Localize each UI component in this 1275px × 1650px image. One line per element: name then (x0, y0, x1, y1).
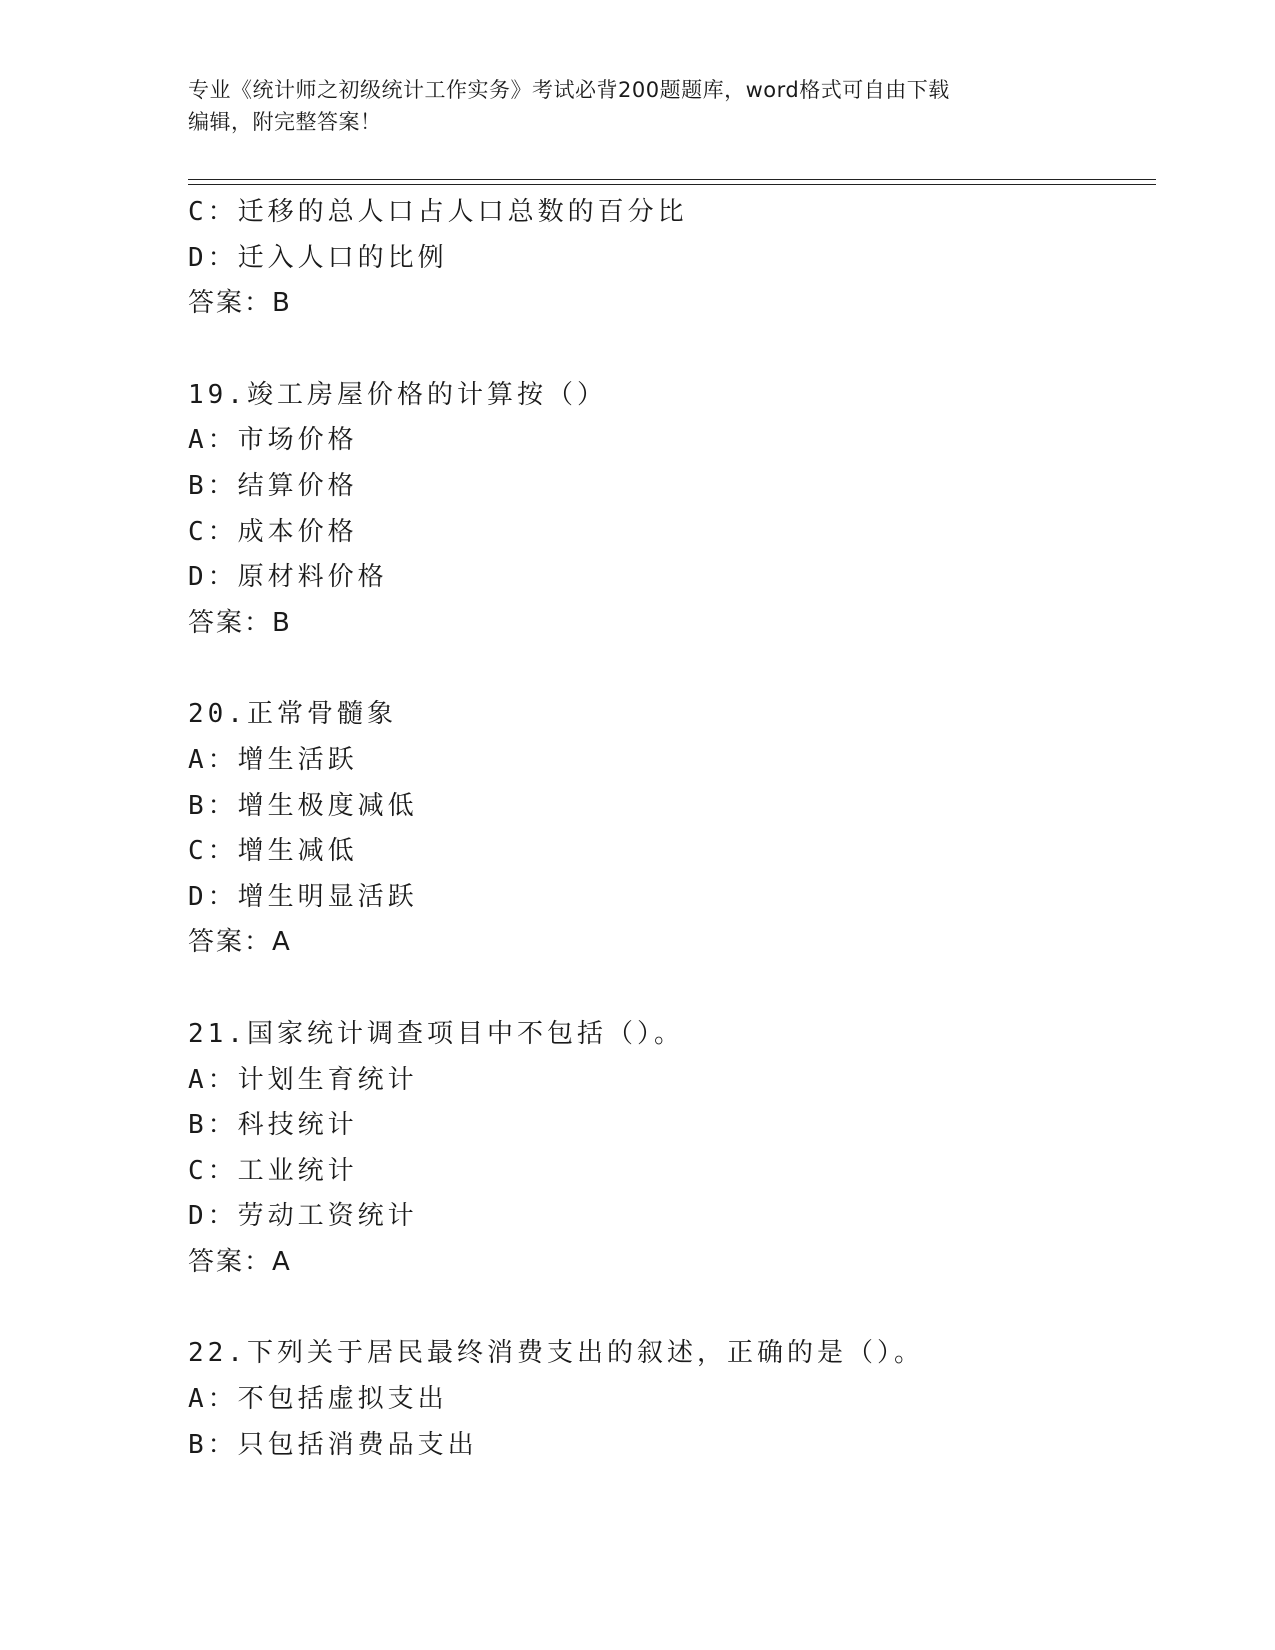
header-divider-bottom (188, 184, 1156, 185)
option-c: C：增生减低 (188, 836, 358, 867)
question-text: 20.正常骨髓象 (188, 699, 397, 730)
question-22 (188, 1331, 1148, 1468)
answer-line: 答案：B (188, 607, 292, 638)
option-b: B：只包括消费品支出 (188, 1429, 478, 1460)
question-21 (188, 1012, 1148, 1286)
option-a: A：计划生育统计 (188, 1064, 418, 1095)
header-line-2: 编辑，附完整答案！ (188, 110, 382, 134)
header-line-1: 专业《统计师之初级统计工作实务》考试必背200题题库，word格式可自由下载 (188, 78, 950, 102)
spacer (188, 646, 1148, 692)
option-a: A：市场价格 (188, 425, 358, 456)
option-d: D：原材料价格 (188, 562, 388, 593)
question-18-tail (188, 190, 1148, 327)
answer-line: 答案：B (188, 288, 292, 319)
option-b: B：结算价格 (188, 470, 358, 501)
option-c: C：迁移的总人口占人口总数的百分比 (188, 197, 688, 227)
question-text: 21.国家统计调查项目中不包括（）。 (188, 1018, 684, 1049)
answer-line: 答案：A (188, 927, 292, 958)
spacer (188, 327, 1148, 373)
question-19 (188, 373, 1148, 647)
option-c: C：工业统计 (188, 1155, 358, 1186)
answer-line: 答案：A (188, 1246, 292, 1277)
document-header (188, 74, 1088, 138)
option-d: D：增生明显活跃 (188, 881, 418, 912)
option-a: A：增生活跃 (188, 744, 358, 775)
question-20 (188, 692, 1148, 966)
option-b: B：增生极度减低 (188, 790, 418, 821)
question-text: 22.下列关于居民最终消费支出的叙述，正确的是（）。 (188, 1338, 924, 1369)
option-b: B：科技统计 (188, 1110, 358, 1141)
option-a: A：不包括虚拟支出 (188, 1384, 448, 1415)
option-d: D：劳动工资统计 (188, 1201, 418, 1232)
spacer (188, 966, 1148, 1012)
spacer (188, 1285, 1148, 1331)
question-text: 19.竣工房屋价格的计算按（） (188, 379, 607, 410)
header-divider-top (188, 179, 1156, 180)
option-c: C：成本价格 (188, 516, 358, 547)
question-list (188, 190, 1148, 1468)
option-d: D：迁入人口的比例 (188, 242, 448, 273)
